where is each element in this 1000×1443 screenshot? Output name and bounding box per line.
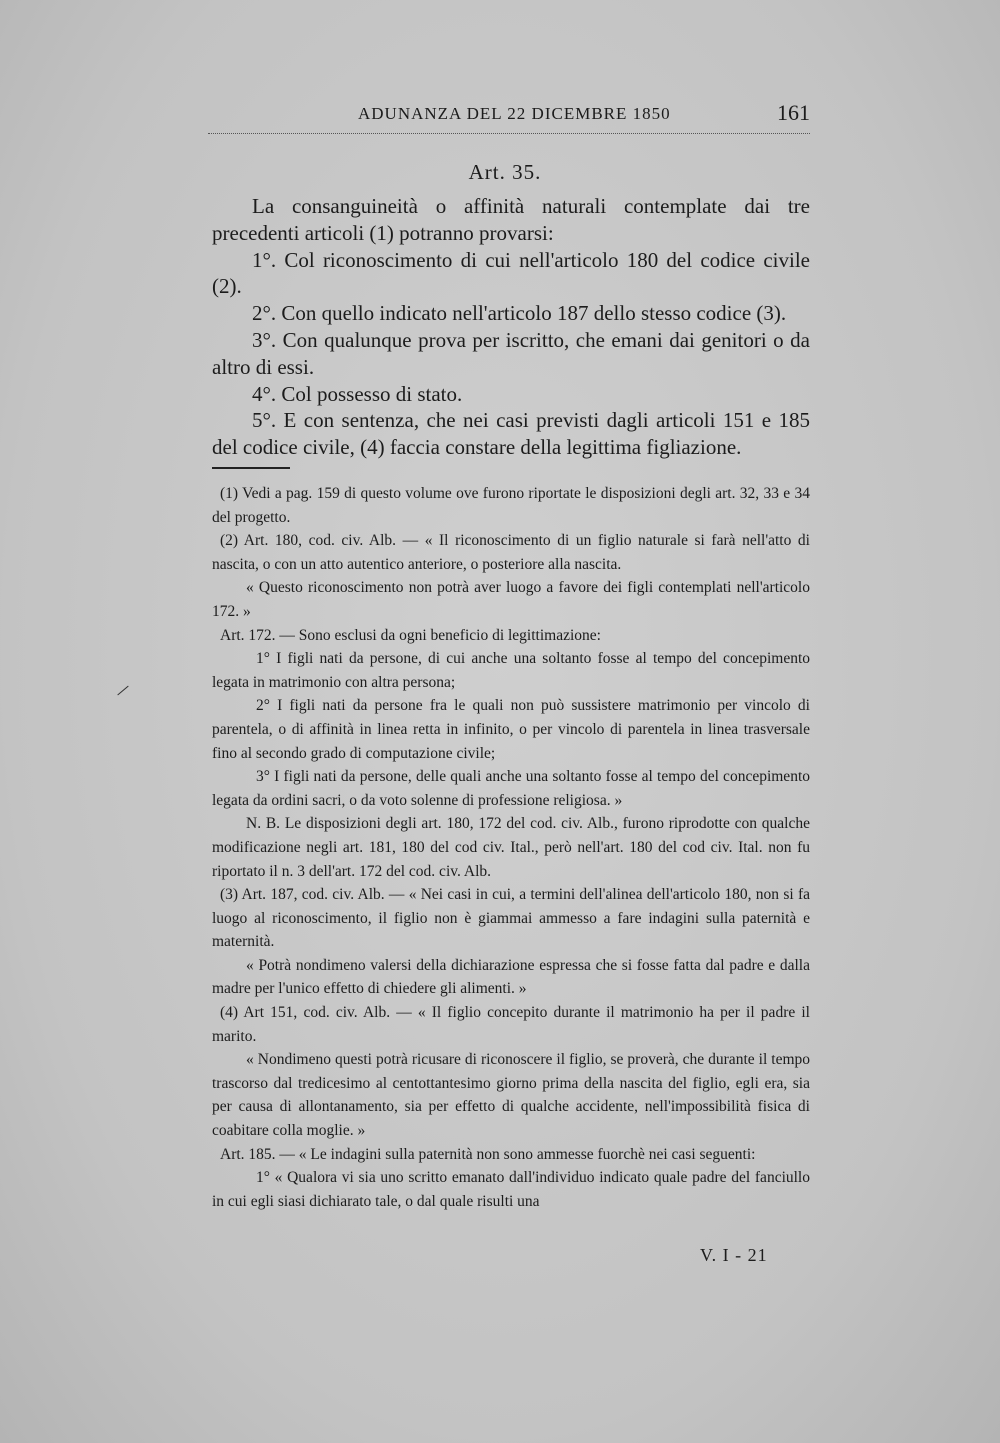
page-header <box>210 100 810 130</box>
footnote-paragraph: (2) Art. 180, cod. civ. Alb. — « Il riconoscimento di un figlio naturale si farà nell'atto di nascita, o con un atto autentico anteriore, o posteriore alla nascita. <box>212 532 810 573</box>
body-paragraph: La consanguineità o affinità naturali contemplate dai tre precedenti articoli (1) potranno provarsi: <box>212 194 810 245</box>
footnote-paragraph: (1) Vedi a pag. 159 di questo volume ove furono riportate le disposizioni degli art. 32, 33 e 34 del progetto. <box>212 485 810 526</box>
footnote-rule <box>212 467 290 469</box>
stray-mark <box>117 686 128 696</box>
footnote-paragraph: 1° I figli nati da persone, di cui anche una soltanto fosse al tempo del concepimento legata in matrimonio con altra persona; <box>212 650 810 691</box>
header-rule <box>208 133 810 134</box>
footnotes <box>212 482 810 1213</box>
footnote-paragraph: Art. 185. — « Le indagini sulla paternità non sono ammesse fuorchè nei casi seguenti: <box>220 1145 756 1163</box>
footnote-paragraph: « Questo riconoscimento non potrà aver luogo a favore dei figli contemplati nell'articolo 172. » <box>212 579 810 620</box>
footnote-paragraph: 3° I figli nati da persone, delle quali anche una soltanto fosse al tempo del concepimento legata da ordini sacri, o da voto solenne di professione religiosa. » <box>212 768 810 809</box>
footnote-paragraph: 1° « Qualora vi sia uno scritto emanato dall'individuo indicato quale padre del fanciullo in cui egli siasi dichiarato tale, o dal quale risulti una <box>212 1169 810 1210</box>
article-title: Art. 35. <box>468 160 542 184</box>
body-paragraph: 3°. Con qualunque prova per iscritto, che emani dai genitori o da altro di essi. <box>212 327 810 379</box>
signature-mark: V. I - 21 <box>700 1245 768 1265</box>
footnote-paragraph: N. B. Le disposizioni degli art. 180, 172 del cod. civ. Alb., furono riprodotte con qualche modificazione negli art. 181, 180 del cod civ. Ital., però nell'art. 180 del cod civ. Ital. non fu riportato il n. 3 dell'art. 172 del cod. civ. Alb. <box>212 815 810 880</box>
footnote-paragraph: 2° I figli nati da persone fra le quali non può sussistere matrimonio per vincolo di parentela, o di affinità in linea retta in infinito, o per vincolo di parentela in linea trasversale fino al secondo grado di computazione civile; <box>212 697 810 762</box>
body-paragraph: 4°. Col possesso di stato. <box>252 381 463 406</box>
body-paragraph: 1°. Col riconoscimento di cui nell'articolo 180 del codice civile (2). <box>212 247 810 299</box>
footnote-paragraph: (4) Art 151, cod. civ. Alb. — « Il figlio concepito durante il matrimonio ha per il padre il marito. <box>212 1004 810 1045</box>
running-title: ADUNANZA DEL 22 DICEMBRE 1850 <box>358 104 671 123</box>
body-paragraph: 2°. Con quello indicato nell'articolo 187 dello stesso codice (3). <box>252 301 787 326</box>
footnote-paragraph: Art. 172. — Sono esclusi da ogni beneficio di legittimazione: <box>220 626 601 644</box>
footnote-paragraph: (3) Art. 187, cod. civ. Alb. — « Nei casi in cui, a termini dell'alinea dell'articolo 180, non si fa luogo al riconoscimento, il figlio non è giammai ammesso a fare indagini sulla paternità e maternità. <box>212 886 810 951</box>
article-body <box>212 193 810 461</box>
footnote-paragraph: « Potrà nondimeno valersi della dichiarazione espressa che si fosse fatta dal padre e dalla madre per l'unico effetto di chiedere gli alimenti. » <box>212 956 810 998</box>
footnote-paragraph: « Nondimeno questi potrà ricusare di riconoscere il figlio, se proverà, che durante il tempo trascorso dal tredicesimo al centottantesimo giorno prima della nascita del figlio, egli era, sia per causa di allontanamento, sia per effetto di qualche accidente, nell'impossibilità fisica di coabitare colla moglie. » <box>212 1051 810 1140</box>
page-number: 161 <box>777 100 810 125</box>
body-paragraph: 5°. E con sentenza, che nei casi previsti dagli articoli 151 e 185 del codice civile, (4) faccia constare della legittima figliazione. <box>212 408 810 460</box>
